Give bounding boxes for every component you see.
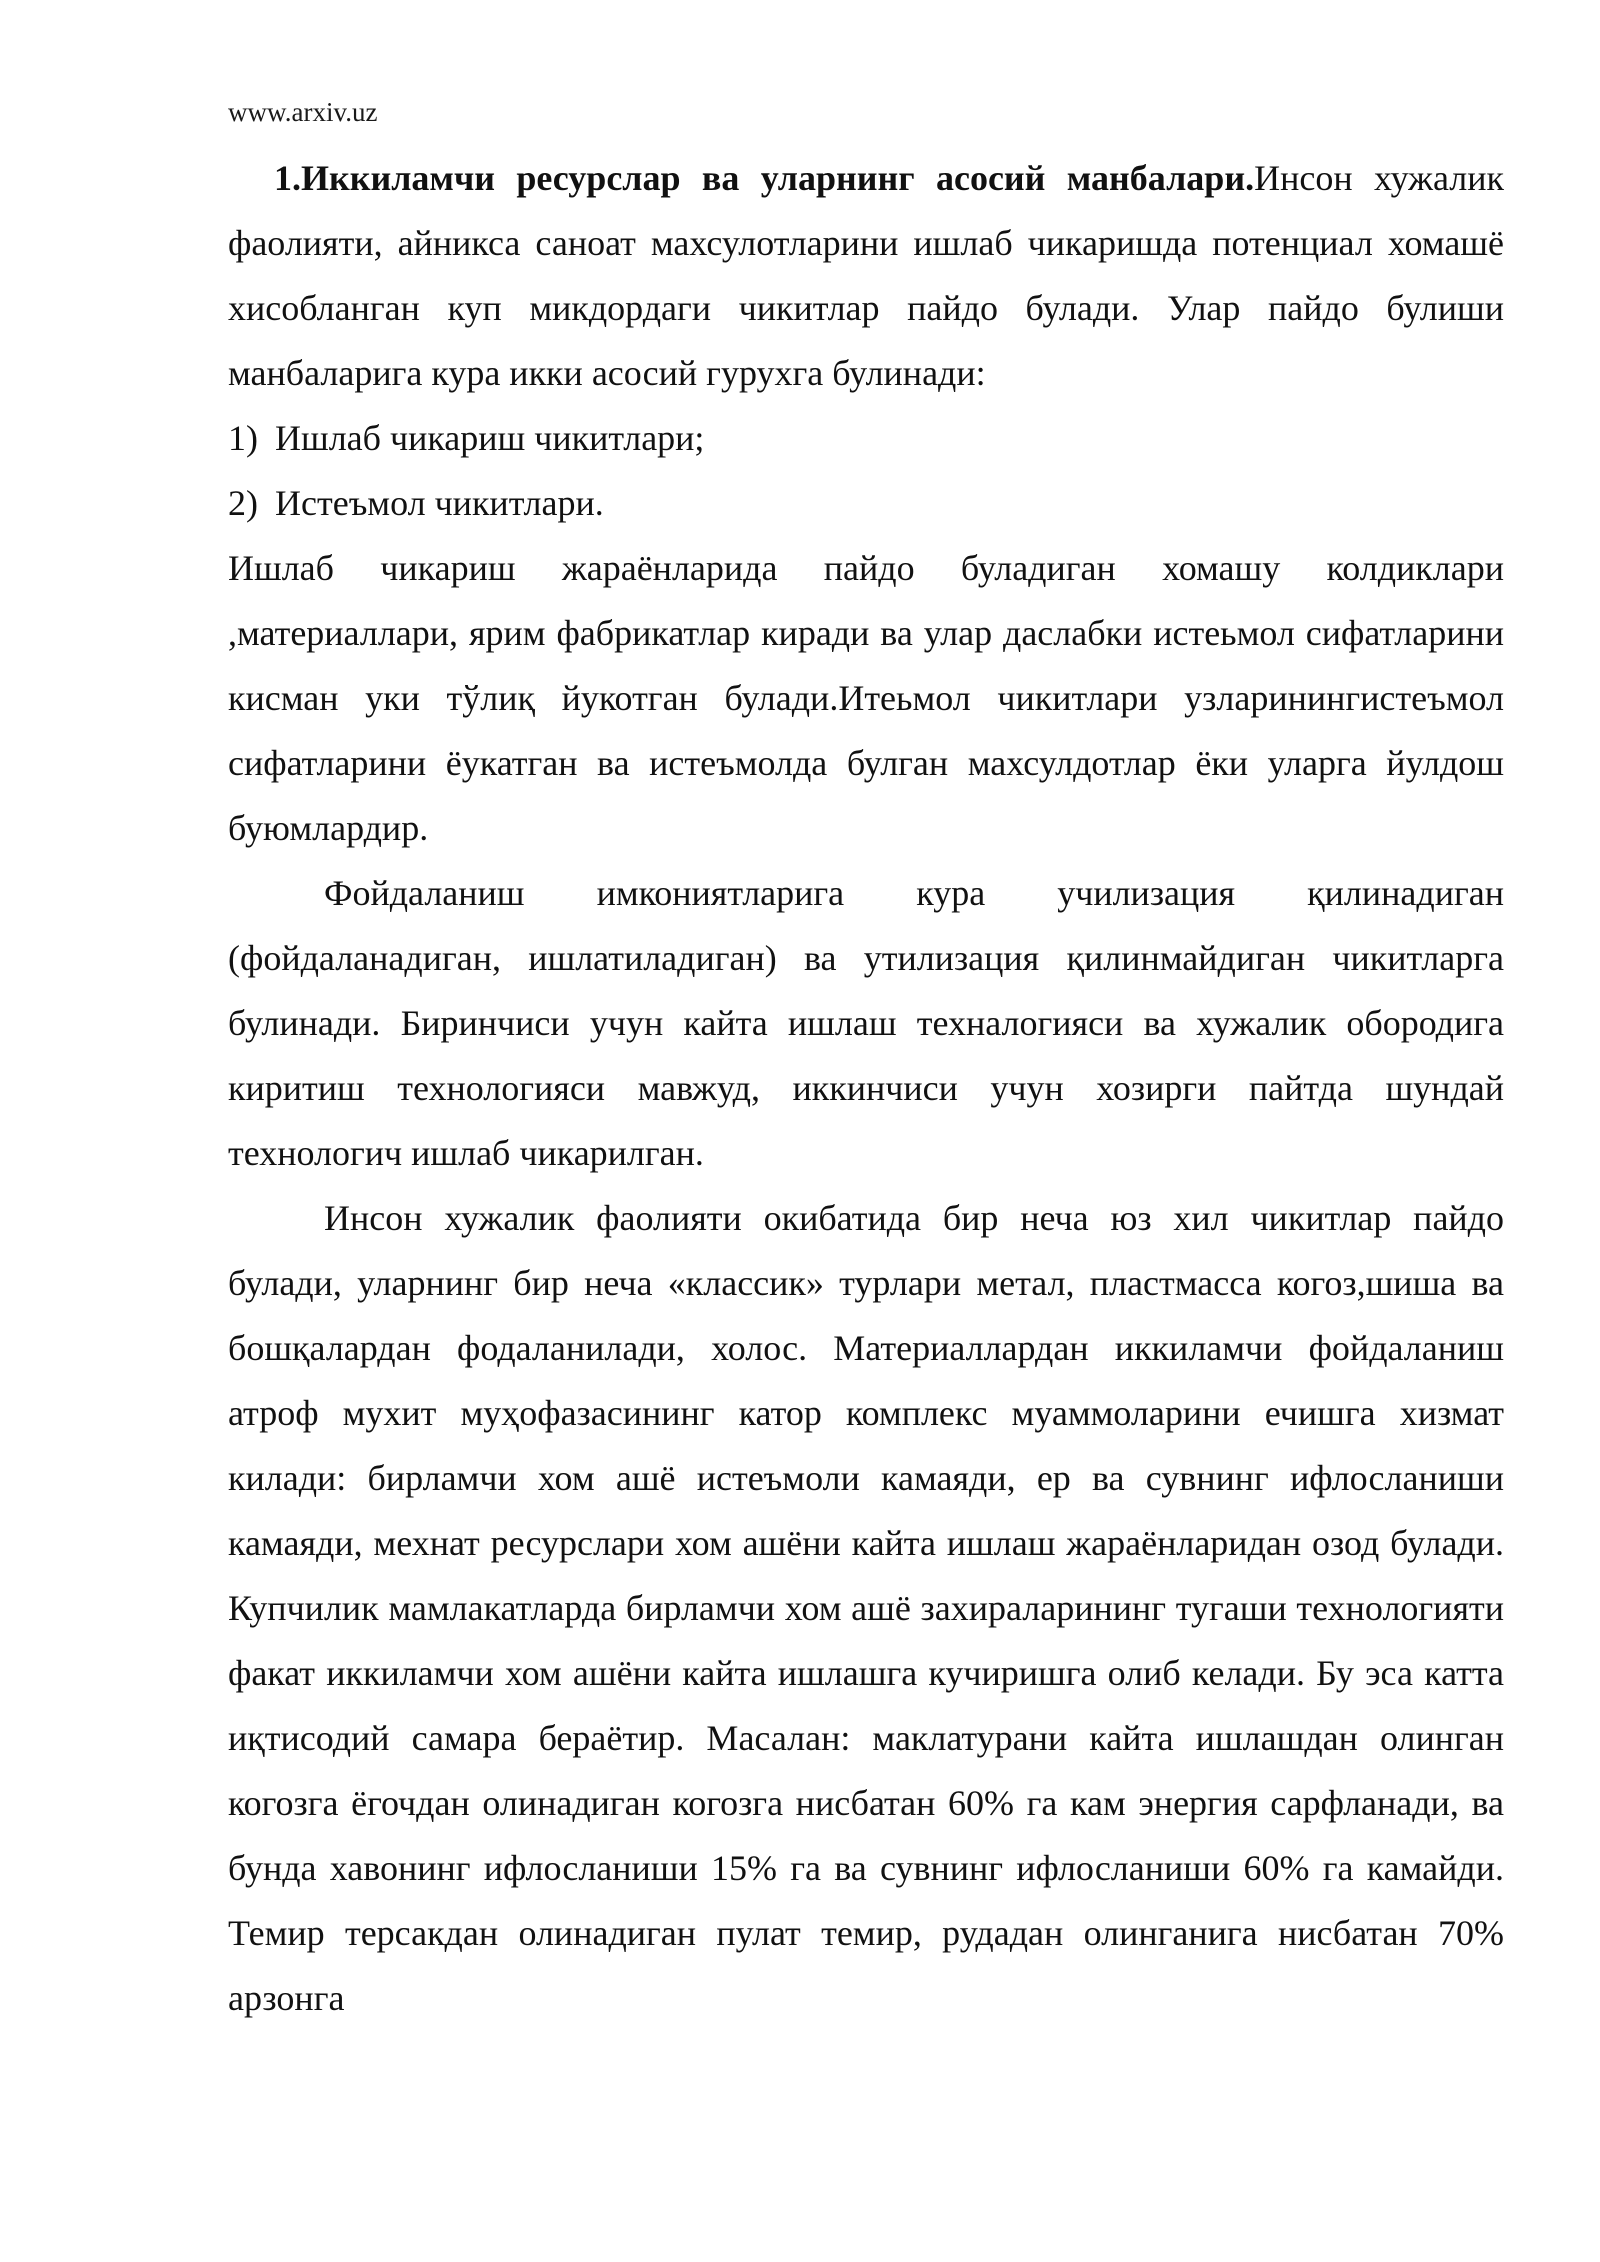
list-item-text: Истеъмол чикитлари.	[275, 483, 604, 523]
paragraph-waste-definitions: Ишлаб чикариш жараёнларида пайдо буладиган хомашу колдиклари ,материаллари, ярим фабрикатлар киради ва улар даслабки истеьмол сифатларини кисман уки тўлиқ йукотган булади.Итеьмол чикитлари узларинингистеъмол сифатларини ёукатган ва истеъмолда булган махсулдотлар ёки уларга йулдош буюмлардир.	[228, 548, 1504, 848]
section-intro-paragraph	[228, 146, 1504, 406]
page-header-url: www.arxiv.uz	[228, 97, 378, 127]
section-intro-text: Инсон хужалик фаолияти, айникса саноат махсулотларини ишлаб чикаришда потенциал хомашё хисобланган куп микдордаги чикитлар пайдо булади. Улар пайдо булиши манбаларига кура икки асосий гурухга булинади:	[228, 158, 1504, 393]
paragraph-secondary-use: Инсон хужалик фаолияти окибатида бир неча юз хил чикитлар пайдо булади, уларнинг бир неча «классик» турлари метал, пластмасса когоз,шиша ва бошқалардан фодаланилади, холос. Материаллардан иккиламчи фойдаланиш атроф мухит муҳофазасининг катор комплекс муаммоларини ечишга хизмат килади: бирламчи хом ашё истеъмоли камаяди, ер ва сувнинг ифлосланиши камаяди, мехнат ресурслари хом ашёни кайта ишлаш жараёнларидан озод булади. Купчилик мамлакатларда бирламчи хом ашё захираларининг тугаши технологияти факат иккиламчи хом ашёни кайта ишлашга кучиришга олиб келади. Бу эса катта иқтисодий самара бераётир. Масалан: маклатурани кайта ишлашдан олинган когозга ёгочдан олинадиган когозга нисбатан 60% га кам энергия сарфланади, ва бунда хавонинг ифлосланиши 15% га ва сувнинг ифлосланиши 60% га камайди. Темир терсакдан олинадиган пулат темир, рудадан олинганига нисбатан 70% арзонга	[228, 1198, 1504, 2018]
list-item	[228, 471, 1504, 536]
paragraph-utilization: Фойдаланиш имкониятларига кура училизация қилинадиган (фойдаланадиган, ишлатиладиган) ва утилизация қилинмайдиган чикитларга булинади. Биринчиси учун кайта ишлаш техналогияси ва хужалик обородига киритиш технологияси мавжуд, иккинчиси учун хозирги пайтда шундай технологич ишлаб чикарилган.	[228, 873, 1504, 1173]
list-item-text: Ишлаб чикариш чикитлари;	[275, 418, 705, 458]
section-heading: 1.Иккиламчи ресурслар ва уларнинг асосий манбалари.	[274, 158, 1255, 198]
list-item-number: 1)	[228, 418, 258, 458]
document-body	[228, 146, 1504, 2031]
list-item-number: 2)	[228, 483, 258, 523]
list-item	[228, 406, 1504, 471]
